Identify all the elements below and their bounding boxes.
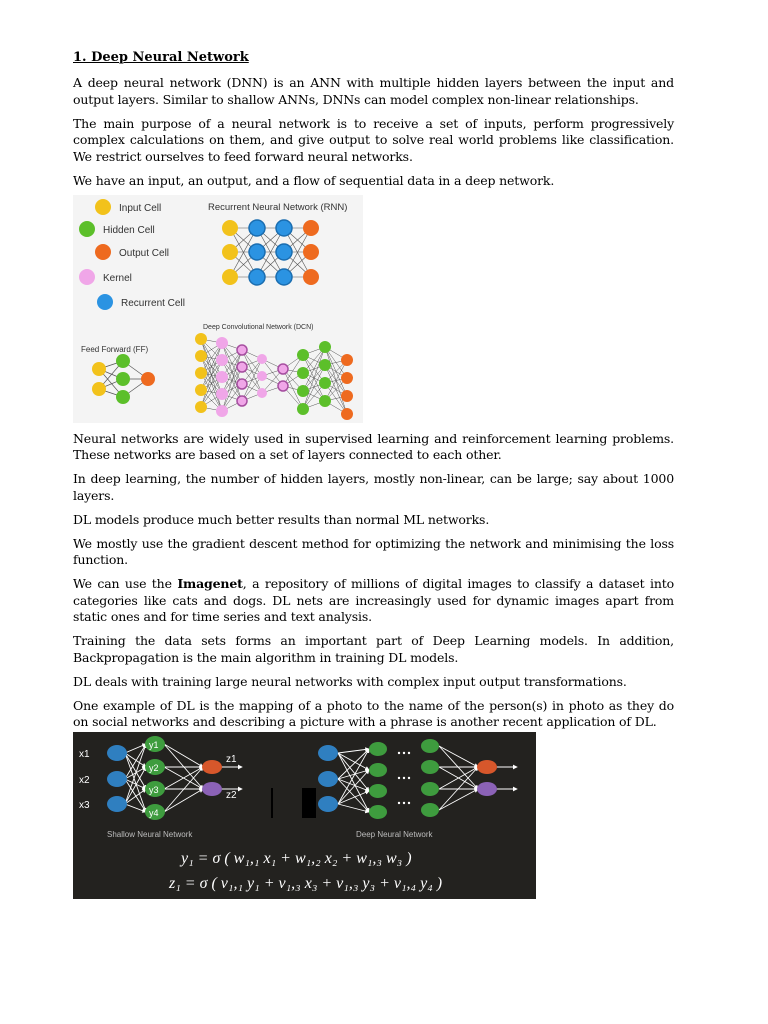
legend-recurrent-label: Recurrent Cell <box>121 297 185 309</box>
shallow-input-node <box>107 745 127 761</box>
deep-connection <box>439 767 478 810</box>
deep-hidden-node <box>421 739 439 753</box>
ff-node <box>92 382 106 396</box>
paragraph-hidden-layers: In deep learning, the number of hidden layers, mostly non-linear, can be large; say about 1000 layers. <box>73 471 674 503</box>
dcn-node <box>216 337 228 349</box>
dcn-node <box>216 405 228 417</box>
dcn-node <box>341 372 353 384</box>
shallow-vs-deep-diagram <box>73 732 536 899</box>
shallow-output-node <box>202 760 222 774</box>
deep-connection <box>338 791 369 804</box>
ellipsis-dot <box>408 751 410 753</box>
paragraph-training: Training the data sets forms an important part of Deep Learning models. In addition, Backpropagation is the main algorithm in training DL models. <box>73 633 674 665</box>
dcn-node <box>319 359 331 371</box>
shallow-network <box>79 736 242 820</box>
paragraph-example: One example of DL is the mapping of a photo to the name of the person(s) in photo as they do on social networks and describing a picture with a phrase is another recent application of DL. <box>73 697 674 729</box>
ellipsis-dot <box>398 776 400 778</box>
dcn-node <box>257 354 267 364</box>
rnn-node <box>249 244 265 260</box>
paragraph-results: DL models produce much better results than normal ML networks. <box>73 511 490 527</box>
rnn-node <box>276 220 292 236</box>
shallow-output-node <box>202 782 222 796</box>
deep-output-node <box>477 760 497 774</box>
dcn-node <box>216 388 228 400</box>
legend-hidden-label: Hidden Cell <box>103 224 155 236</box>
paragraph-purpose: The main purpose of a neural network is to receive a set of inputs, perform progressively complex calculations on them, and give output to solve real world problems like classification. We restrict ourselves to feed forward neural networks. <box>73 115 674 164</box>
dcn-node <box>257 388 267 398</box>
shallow-connection <box>125 753 146 767</box>
deep-caption: Deep Neural Network <box>356 829 433 839</box>
shallow-connection <box>125 804 146 812</box>
hidden-label: y4 <box>149 807 159 818</box>
document-content <box>73 50 674 899</box>
paragraph-flow: We have an input, an output, and a flow of sequential data in a deep network. <box>73 172 555 188</box>
deep-input-node <box>318 745 338 761</box>
ellipsis-dot <box>403 751 405 753</box>
legend-hidden-cell <box>79 221 95 237</box>
dcn-node <box>237 345 247 355</box>
ff-node <box>92 362 106 376</box>
deep-hidden-node <box>369 784 387 798</box>
dcn-node <box>216 354 228 366</box>
deep-connection <box>338 749 369 753</box>
dcn-node <box>341 408 353 420</box>
input-label: x3 <box>79 799 90 811</box>
deep-hidden-node <box>421 782 439 796</box>
legend-kernel-label: Kernel <box>103 272 132 284</box>
rnn-node <box>303 244 319 260</box>
rnn-node <box>249 220 265 236</box>
dcn-node <box>278 364 288 374</box>
shallow-input-node <box>107 796 127 812</box>
ff-node <box>116 372 130 386</box>
dcn-node <box>195 384 207 396</box>
rnn-node <box>303 269 319 285</box>
network-types-figure <box>73 195 363 423</box>
equation-z1: z₁ = σ ( v₁,₁ y₁ + v₁,₃ x₃ + v₁,₃ y₃ + v₁,₄ y₄ ) <box>169 874 443 892</box>
dcn-node <box>195 401 207 413</box>
legend-input-label: Input Cell <box>119 202 162 214</box>
rnn-network <box>222 220 319 285</box>
dcn-node <box>297 367 309 379</box>
imagenet-text-after: , a repository of millions of digital images to classify a dataset into categories like cats and dogs. DL nets are increasingly used for dynamic images apart from static ones and for time series and text analysis. <box>73 576 674 624</box>
hidden-label: y1 <box>149 739 159 750</box>
paragraph-transformations: DL deals with training large neural networks with complex input output transformations. <box>73 673 627 689</box>
paragraph-usage: Neural networks are widely used in supervised learning and reinforcement learning problems. These networks are based on a set of layers connected to each other. <box>73 430 674 462</box>
ellipsis-dot <box>398 751 400 753</box>
rnn-node <box>276 244 292 260</box>
legend-input-cell <box>95 199 111 215</box>
dcn-node <box>341 354 353 366</box>
rnn-node <box>222 244 238 260</box>
input-label: x2 <box>79 774 90 786</box>
shallow-caption: Shallow Neural Network <box>107 829 193 839</box>
dcn-title: Deep Convolutional Network (DCN) <box>203 323 314 331</box>
deep-connection <box>439 746 478 767</box>
imagenet-text-before: We can use the <box>73 576 178 591</box>
ellipsis-dot <box>398 801 400 803</box>
dcn-node <box>257 371 267 381</box>
hidden-label: y3 <box>149 784 159 795</box>
output-label: z1 <box>226 753 237 765</box>
paragraph-dnn-definition: A deep neural network (DNN) is an ANN with multiple hidden layers between the input and output layers. Similar to shallow ANNs, DNNs can model complex non-linear relationships. <box>73 75 674 107</box>
rnn-title: Recurrent Neural Network (RNN) <box>208 201 348 213</box>
dcn-node <box>319 341 331 353</box>
shallow-vs-deep-figure <box>73 732 536 899</box>
rnn-node <box>222 220 238 236</box>
hidden-label: y2 <box>149 762 159 773</box>
deep-connection <box>439 746 478 789</box>
dcn-node <box>297 385 309 397</box>
dcn-node <box>297 403 309 415</box>
deep-hidden-node <box>369 742 387 756</box>
dcn-node <box>216 371 228 383</box>
ff-title: Feed Forward (FF) <box>81 344 149 354</box>
deep-network <box>318 739 517 819</box>
rnn-node <box>303 220 319 236</box>
dcn-node <box>319 395 331 407</box>
dcn-node <box>237 379 247 389</box>
rnn-node <box>222 269 238 285</box>
rnn-node <box>249 269 265 285</box>
legend-output-label: Output Cell <box>119 247 170 259</box>
input-label: x1 <box>79 748 90 760</box>
legend-kernel-cell <box>79 269 95 285</box>
dcn-node <box>297 349 309 361</box>
deep-hidden-node <box>421 760 439 774</box>
divider-block <box>302 788 316 818</box>
dcn-node <box>195 350 207 362</box>
deep-hidden-node <box>421 803 439 817</box>
ellipsis-dot <box>408 776 410 778</box>
legend-output-cell <box>95 244 111 260</box>
shallow-connection <box>164 744 203 789</box>
dcn-node <box>341 390 353 402</box>
deep-output-node <box>477 782 497 796</box>
paragraph-imagenet <box>73 576 674 626</box>
ellipsis-dot <box>403 801 405 803</box>
ff-network <box>92 354 155 404</box>
legend-recurrent-cell <box>97 294 113 310</box>
ff-node <box>141 372 155 386</box>
rnn-node <box>276 269 292 285</box>
dcn-node <box>319 377 331 389</box>
deep-hidden-node <box>369 805 387 819</box>
ff-node <box>116 390 130 404</box>
deep-input-node <box>318 796 338 812</box>
imagenet-bold: Imagenet <box>177 576 243 591</box>
deep-input-node <box>318 771 338 787</box>
shallow-input-node <box>107 771 127 787</box>
dcn-node <box>195 367 207 379</box>
section-heading: 1. Deep Neural Network <box>73 50 249 65</box>
deep-hidden-node <box>369 763 387 777</box>
deep-connection <box>439 789 478 810</box>
dcn-node <box>237 362 247 372</box>
shallow-connection <box>164 789 203 812</box>
shallow-connection <box>164 744 203 767</box>
dcn-node <box>278 381 288 391</box>
divider-bar <box>271 788 273 818</box>
dcn-node <box>237 396 247 406</box>
equation-y1: y₁ = σ ( w₁,₁ x₁ + w₁,₂ x₂ + w₁,₃ w₃ ) <box>181 849 412 867</box>
output-label: z2 <box>226 789 237 801</box>
shallow-connection <box>125 789 146 804</box>
ellipsis-dot <box>403 776 405 778</box>
dcn-node <box>195 333 207 345</box>
shallow-connection <box>164 767 203 812</box>
network-types-diagram <box>73 195 363 423</box>
paragraph-gradient-descent: We mostly use the gradient descent method for optimizing the network and minimising the loss function. <box>73 535 674 567</box>
dcn-network <box>195 333 353 420</box>
deep-connection <box>338 804 369 812</box>
ellipsis-dot <box>408 801 410 803</box>
ff-node <box>116 354 130 368</box>
